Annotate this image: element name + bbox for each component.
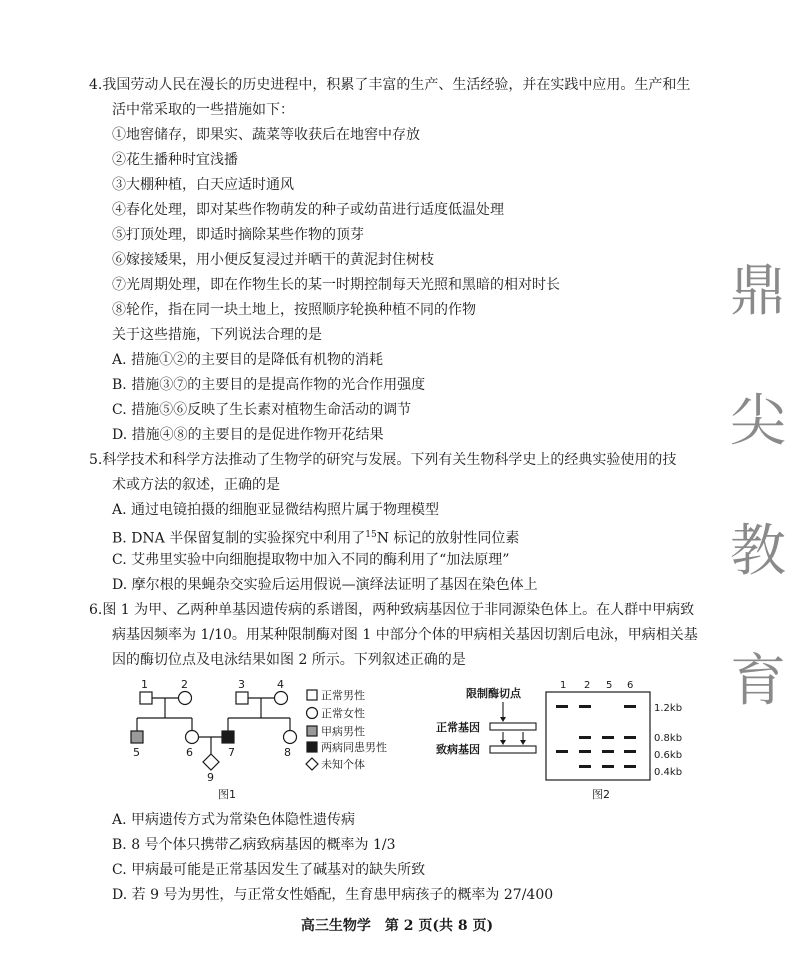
legend-both-diseases-male-icon	[307, 742, 317, 752]
legend-affected-male-icon	[307, 726, 317, 736]
q4-item-4: ④春化处理，即对某些作物萌发的种子或幼苗进行适度低温处理	[112, 202, 504, 218]
individual-7-both-diseases-male	[222, 731, 234, 743]
band-lane5-0.6kb	[602, 750, 614, 753]
watermark-char-2: 尖	[730, 389, 786, 454]
q6-stem-line-2: 病基因频率为 1/10。用某种限制酶对图 1 中部分个体的甲病相关基因切割后电泳，甲病相关基	[112, 627, 698, 643]
label-1: 1	[141, 678, 148, 691]
band-lane6-1.2kb	[624, 705, 636, 708]
q5-option-b-post: N 标记的放射性同位素	[376, 530, 520, 547]
page-footer: 高三生物学 第 2 页(共 8 页)	[300, 918, 494, 934]
q4-option-a: A. 措施①②的主要目的是降低有机物的消耗	[112, 352, 384, 368]
lane-label-2: 2	[584, 680, 591, 691]
lane-label-6: 6	[627, 680, 634, 691]
q6-stem-line-1: 6.图 1 为甲、乙两种单基因遗传病的系谱图，两种致病基因位于非同源染色体上。在人群中甲病致	[89, 602, 695, 618]
disease-gene-bar	[490, 746, 536, 753]
individual-6-normal-female	[186, 731, 199, 744]
band-lane1-1.2kb	[556, 705, 568, 708]
normal-gene-label: 正常基因	[436, 721, 480, 734]
q4-item-8: ⑧轮作，指在同一块土地上，按照顺序轮换种植不同的作物	[112, 302, 476, 318]
legend-affected-male: 甲病男性	[321, 725, 365, 738]
q5-stem-line-1: 5.科学技术和科学方法推动了生物学的研究与发展。下列有关生物科学史上的经典实验使用的技	[89, 452, 677, 468]
q4-item-7: ⑦光周期处理，即在作物生长的某一时期控制每天光照和黑暗的相对时长	[112, 277, 560, 293]
individual-2-normal-female	[179, 692, 192, 705]
q6-option-d: D. 若 9 号为男性，与正常女性婚配，生育患甲病孩子的概率为 27/400	[112, 887, 554, 903]
individual-5-affected-male	[131, 731, 143, 743]
legend-normal-female-icon	[307, 708, 318, 719]
individual-8-normal-female	[284, 731, 297, 744]
q4-option-d: D. 措施④⑧的主要目的是促进作物开花结果	[112, 427, 384, 443]
q6-option-b: B. 8 号个体只携带乙病致病基因的概率为 1/3	[112, 837, 396, 853]
q5-option-d: D. 摩尔根的果蝇杂交实验后运用假说—演绎法证明了基因在染色体上	[112, 577, 538, 593]
lane-label-1: 1	[560, 680, 567, 691]
q4-option-c: C. 措施⑤⑥反映了生长素对植物生命活动的调节	[112, 402, 412, 418]
individual-9-unknown	[203, 754, 219, 770]
legend-normal-female: 正常女性	[321, 707, 365, 720]
individual-4-normal-female	[275, 692, 288, 705]
watermark-char-3: 教	[730, 519, 786, 584]
figure-1-caption: 图1	[218, 788, 236, 801]
label-6: 6	[186, 746, 193, 759]
legend-unknown-icon	[306, 758, 318, 770]
label-5: 5	[133, 746, 140, 759]
q5-option-b-pre: B. DNA 半保留复制的实验探究中利用了	[112, 530, 366, 547]
q6-option-a: A. 甲病遗传方式为常染色体隐性遗传病	[112, 812, 356, 828]
legend-unknown: 未知个体	[321, 758, 365, 771]
size-label-0.4kb: 0.4kb	[654, 767, 683, 778]
label-9: 9	[207, 771, 214, 784]
individual-3-normal-male	[236, 692, 248, 704]
lane-label-5: 5	[606, 680, 613, 691]
band-lane2-0.6kb	[579, 750, 591, 753]
legend-normal-male: 正常男性	[321, 689, 365, 702]
band-lane5-0.8kb	[602, 736, 614, 739]
band-lane6-0.4kb	[624, 765, 636, 768]
size-label-0.6kb: 0.6kb	[654, 750, 683, 761]
q4-stem-line-2: 活中常采取的一些措施如下：	[112, 102, 294, 118]
q5-option-a: A. 通过电镜拍摄的细胞亚显微结构照片属于物理模型	[112, 502, 440, 518]
q4-stem-line-1: 4.我国劳动人民在漫长的历史进程中，积累了丰富的生产、生活经验，并在实践中应用。生产和生	[89, 77, 691, 93]
disease-gene-label: 致病基因	[436, 743, 480, 756]
q5-option-b	[112, 526, 519, 548]
band-lane5-0.4kb	[602, 765, 614, 768]
q6-stem-line-3: 因的酶切位点及电泳结果如图 2 所示。下列叙述正确的是	[112, 652, 466, 668]
q4-item-6: ⑥嫁接矮果，用小便反复浸过并晒干的黄泥封住树枝	[112, 252, 434, 268]
band-lane2-0.4kb	[579, 765, 591, 768]
individual-1-normal-male	[140, 692, 152, 704]
legend-both-diseases-male: 两病同患男性	[321, 741, 387, 754]
band-lane2-0.8kb	[579, 736, 591, 739]
label-4: 4	[277, 678, 284, 691]
q4-option-b: B. 措施③⑦的主要目的是提高作物的光合作用强度	[112, 377, 426, 393]
figure-2-electrophoresis	[430, 676, 700, 804]
figure-1-pedigree	[120, 676, 410, 804]
label-2: 2	[181, 678, 188, 691]
size-label-1.2kb: 1.2kb	[654, 703, 683, 714]
q4-item-1: ①地窖储存，即果实、蔬菜等收获后在地窖中存放	[112, 127, 420, 143]
q4-item-3: ③大棚种植，白天应适时通风	[112, 177, 294, 193]
watermark-char-1: 鼎	[730, 259, 786, 324]
q5-option-c: C. 艾弗里实验中向细胞提取物中加入不同的酶利用了“加法原理”	[112, 552, 510, 568]
band-lane1-0.6kb	[556, 750, 568, 753]
legend-normal-male-icon	[307, 690, 317, 700]
restriction-site-label: 限制酶切点	[466, 687, 521, 700]
band-lane6-0.6kb	[624, 750, 636, 753]
label-3: 3	[238, 678, 245, 691]
q5-stem-line-2: 术或方法的叙述，正确的是	[112, 477, 280, 493]
band-lane6-0.8kb	[624, 736, 636, 739]
q5-option-b-superscript: 15	[365, 530, 377, 540]
figure-2-caption: 图2	[592, 788, 610, 801]
band-lane2-1.2kb	[579, 705, 591, 708]
size-label-0.8kb: 0.8kb	[654, 733, 683, 744]
watermark-char-4: 育	[730, 649, 786, 714]
label-7: 7	[228, 746, 235, 759]
q6-option-c: C. 甲病最可能是正常基因发生了碱基对的缺失所致	[112, 862, 426, 878]
normal-gene-bar	[490, 723, 536, 730]
q4-item-2: ②花生播种时宜浅播	[112, 152, 238, 168]
label-8: 8	[284, 746, 291, 759]
q4-item-5: ⑤打顶处理，即适时摘除某些作物的顶芽	[112, 227, 364, 243]
q4-question: 关于这些措施，下列说法合理的是	[112, 327, 322, 343]
